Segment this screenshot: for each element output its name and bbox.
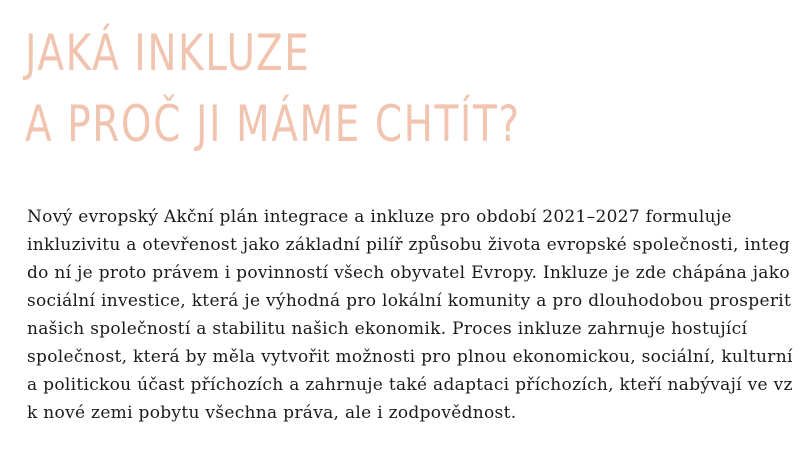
paragraph-line-5: našich společností a stabilitu našich ekonomik. Proces inkluze zahrnuje hostující (27, 319, 748, 339)
paragraph-line-6: společnost, která by měla vytvořit možnosti pro plnou ekonomickou, sociální, kulturní (27, 347, 793, 367)
paragraph-line-2: inkluzivitu a otevřenost jako základní pilíř způsobu života evropské společnosti, integ (27, 235, 791, 255)
paragraph-line-4: sociální investice, která je výhodná pro lokální komunity a pro dlouhodobou prosperit (27, 291, 792, 311)
title-line-2: A PROČ JI MÁME CHTÍT? (25, 95, 521, 153)
paragraph-line-3: do ní je proto právem i povinností všech obyvatel Evropy. Inkluze je zde chápána jako (27, 263, 790, 283)
title-line-1: JAKÁ INKLUZE (25, 24, 311, 82)
paragraph-line-1: Nový evropský Akční plán integrace a inkluze pro období 2021–2027 formuluje (27, 207, 732, 227)
body-paragraph (27, 203, 793, 427)
paragraph-line-8: k nové zemi pobytu všechna práva, ale i zodpovědnost. (27, 403, 517, 423)
page-title (25, 18, 521, 160)
paragraph-line-7: a politickou účast příchozích a zahrnuje také adaptaci příchozích, kteří nabývají ve vz (27, 375, 793, 395)
